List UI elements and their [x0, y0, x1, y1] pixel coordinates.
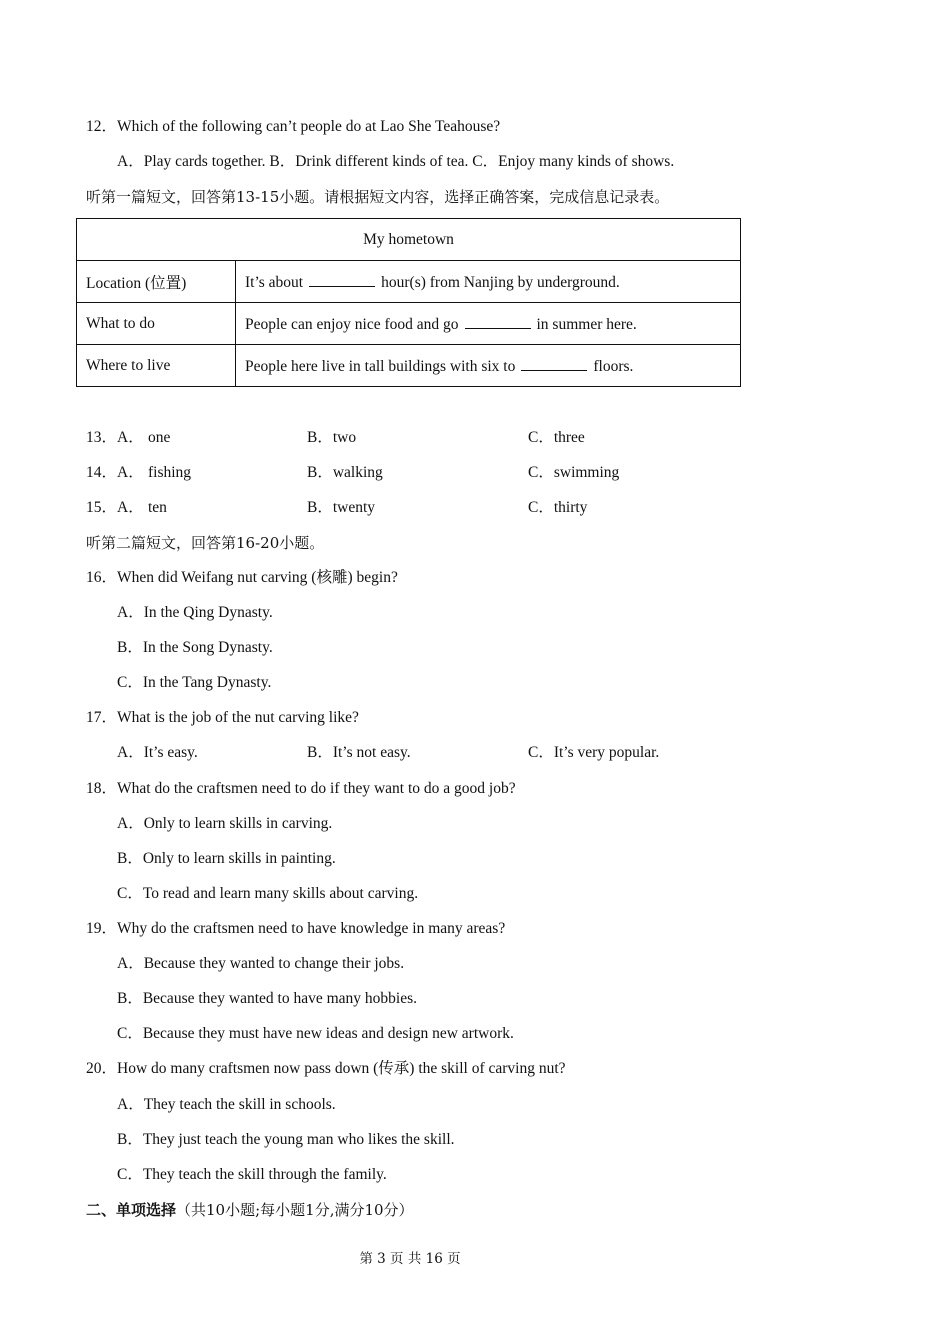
answer-blank: [521, 356, 587, 371]
question-14-option-b: B．walking: [307, 464, 383, 481]
question-20-option-b: B．They just teach the young man who likes the skill.: [117, 1131, 455, 1148]
question-19-option-b: B．Because they wanted to have many hobbies.: [117, 990, 418, 1007]
answer-blank: [465, 314, 531, 329]
row-label: What to do: [77, 303, 236, 345]
row-content: People here live in tall buildings with six to floors.: [236, 345, 741, 387]
row-label: Where to live: [77, 345, 236, 387]
question-15-number: 15．A．: [86, 499, 144, 516]
question-12-options: A．Play cards together. B．Drink different kinds of tea. C．Enjoy many kinds of shows.: [117, 153, 675, 170]
question-18-option-b: B．Only to learn skills in painting.: [117, 850, 336, 867]
question-13-option-b: B．two: [307, 429, 357, 446]
question-14-option-a: fishing: [148, 464, 192, 481]
row-content: It’s about hour(s) from Nanjing by underground.: [236, 261, 741, 303]
question-20: 20．How do many craftsmen now pass down (传承) the skill of carving nut?: [86, 1060, 566, 1077]
question-15-option-c: C．thirty: [528, 499, 588, 516]
question-12: 12．Which of the following can’t people do at Lao She Teahouse?: [86, 118, 501, 135]
hometown-table: [76, 218, 741, 387]
question-18: 18．What do the craftsmen need to do if they want to do a good job?: [86, 780, 516, 797]
table-row: [77, 303, 741, 345]
question-14-option-c: C．swimming: [528, 464, 620, 481]
question-16-option-c: C．In the Tang Dynasty.: [117, 674, 272, 691]
answer-blank: [309, 272, 375, 287]
part-2-heading: [86, 1200, 414, 1220]
question-16: 16．When did Weifang nut carving (核雕) begin?: [86, 569, 398, 586]
question-17-option-c: C．It’s very popular.: [528, 744, 660, 761]
question-15-option-b: B．twenty: [307, 499, 376, 516]
question-13-number: 13．A．: [86, 429, 144, 446]
section-2-intro: 听第二篇短文，回答第16-20小题。: [86, 534, 325, 552]
question-17: 17．What is the job of the nut carving like?: [86, 709, 359, 726]
question-17-option-a: A．It’s easy.: [117, 744, 198, 761]
page-footer: 第 3 页 共 16 页: [359, 1251, 461, 1267]
question-16-option-b: B．In the Song Dynasty.: [117, 639, 273, 656]
row-label: Location (位置): [77, 261, 236, 303]
question-19-option-c: C．Because they must have new ideas and design new artwork.: [117, 1025, 514, 1042]
question-14-number: 14．A．: [86, 464, 144, 481]
question-18-option-a: A．Only to learn skills in carving.: [117, 815, 333, 832]
question-15-option-a: ten: [148, 499, 167, 516]
table-title: My hometown: [77, 219, 741, 261]
question-19-option-a: A．Because they wanted to change their jobs.: [117, 955, 405, 972]
question-20-option-c: C．They teach the skill through the family.: [117, 1166, 387, 1183]
question-17-option-b: B．It’s not easy.: [307, 744, 411, 761]
question-16-option-a: A．In the Qing Dynasty.: [117, 604, 273, 621]
question-20-option-a: A．They teach the skill in schools.: [117, 1096, 336, 1113]
part-2-title: 二、单项选择: [86, 1201, 177, 1219]
table-row: [77, 345, 741, 387]
table-row: [77, 261, 741, 303]
question-13-option-a: one: [148, 429, 171, 446]
section-1-intro: 听第一篇短文，回答第13-15小题。请根据短文内容，选择正确答案，完成信息记录表。: [86, 188, 670, 206]
question-19: 19．Why do the craftsmen need to have knowledge in many areas?: [86, 920, 506, 937]
row-content: People can enjoy nice food and go in summer here.: [236, 303, 741, 345]
question-13-option-c: C．three: [528, 429, 585, 446]
question-18-option-c: C．To read and learn many skills about carving.: [117, 885, 419, 902]
part-2-note: （共10小题;每小题1分,满分10分）: [176, 1201, 414, 1219]
